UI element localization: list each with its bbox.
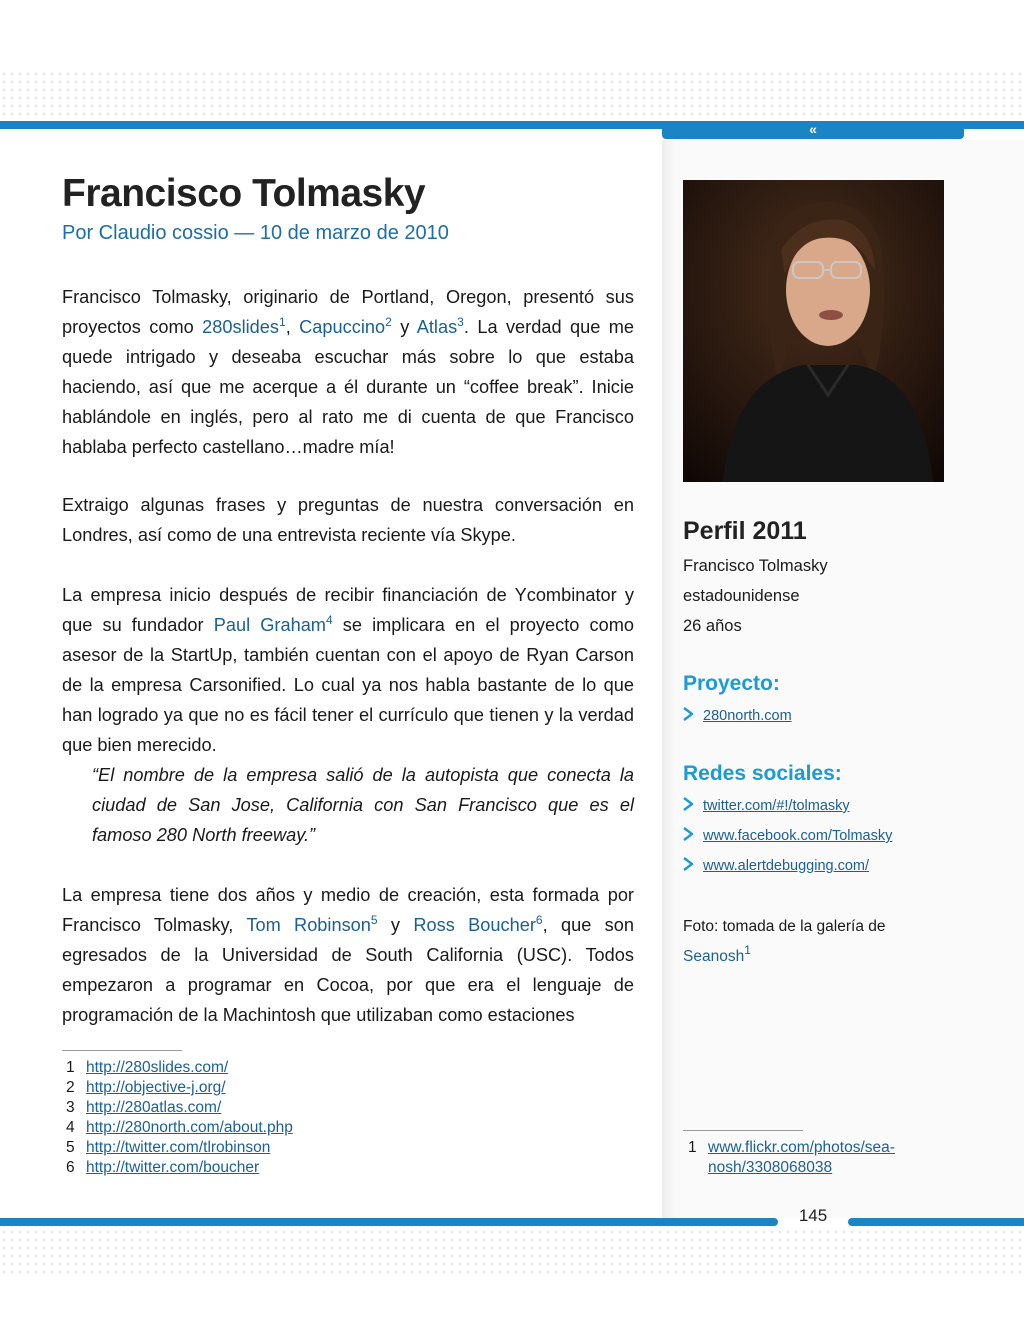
link-ross-boucher[interactable]: Ross Boucher <box>413 915 536 935</box>
link-atlas[interactable]: Atlas <box>416 317 458 337</box>
footnote-ref: 2 <box>385 315 392 329</box>
footnote-link[interactable]: http://twitter.com/boucher <box>86 1159 260 1176</box>
footnote-ref: 6 <box>535 913 543 927</box>
link-280slides[interactable]: 280slides <box>202 317 280 337</box>
footnote-link[interactable]: http://280slides.com/ <box>86 1059 229 1076</box>
footnote-divider <box>62 1050 182 1051</box>
social-link-blog[interactable]: www.alertdebugging.com/ <box>703 858 870 874</box>
footnote-spacer <box>688 1158 708 1178</box>
article-title: Francisco Tolmasky <box>62 172 426 215</box>
profile-heading: Perfil 2011 <box>683 517 807 545</box>
text-run: y <box>391 317 417 337</box>
photo-credit: Foto: tomada de la galería de <box>683 918 886 935</box>
project-link[interactable]: 280north.com <box>703 708 792 724</box>
profile-name: Francisco Tolmasky <box>683 557 828 575</box>
paragraph-1 <box>62 282 634 462</box>
paragraph-3 <box>62 580 634 760</box>
arrow-right-icon <box>683 707 703 725</box>
pull-quote: “El nombre de la empresa salió de la autopista que conecta la ciudad de San Jose, California con San Francisco que es el famoso 280 North freeway.” <box>92 765 634 845</box>
paragraph-2 <box>62 490 634 550</box>
footnote-link[interactable]: http://twitter.com/tlrobinson <box>86 1139 271 1156</box>
paragraph-4 <box>62 880 634 1030</box>
text-run: , <box>285 317 300 337</box>
header-tab <box>662 121 964 139</box>
footer-bar-right <box>848 1218 1024 1226</box>
footnote-number: 1 <box>688 1139 697 1156</box>
social-heading: Redes sociales: <box>683 762 842 785</box>
footnote-item <box>66 1158 293 1178</box>
portrait-illustration <box>683 180 944 482</box>
footnote-link[interactable]: http://280atlas.com/ <box>86 1099 222 1116</box>
text-run: La empresa inicio después de recibir financiación de Ycombinator y que su fundador <box>62 585 634 635</box>
bottom-dot-texture <box>0 1228 1024 1278</box>
social-link-twitter[interactable]: twitter.com/#!/tolmasky <box>703 798 850 814</box>
sidebar-footnote <box>688 1138 895 1178</box>
link-tom-robinson[interactable]: Tom Robinson <box>246 915 371 935</box>
photo-credit-source <box>683 942 751 972</box>
social-link-facebook[interactable]: www.facebook.com/Tolmasky <box>703 828 893 844</box>
profile-nationality: estadounidense <box>683 587 800 605</box>
footnote-number: 2 <box>66 1079 75 1096</box>
footnote-item <box>688 1138 895 1158</box>
footnote-link[interactable]: http://objective-j.org/ <box>86 1079 226 1096</box>
footnote-item <box>66 1098 293 1118</box>
social-item-facebook <box>683 827 892 845</box>
text-run: , que son egresados de la Universidad de South California (USC). Todos empezaron a programar en Cocoa, por que era el lenguaje de programación de la Machintosh que utilizaban como estaciones <box>62 915 634 1025</box>
article-byline: Por Claudio cossio — 10 de marzo de 2010 <box>62 222 449 244</box>
footnote-item <box>66 1058 293 1078</box>
link-capuccino[interactable]: Capuccino <box>299 317 386 337</box>
footnote-number: 6 <box>66 1159 75 1176</box>
footnote-link[interactable]: http://280north.com/about.php <box>86 1119 293 1136</box>
profile-photo <box>683 180 944 482</box>
footnote-item <box>66 1138 293 1158</box>
social-item-blog <box>683 857 869 875</box>
top-dot-texture <box>0 70 1024 120</box>
footnote-ref: 1 <box>279 315 286 329</box>
footer-bar-left <box>0 1218 778 1226</box>
footnote-ref: 5 <box>370 913 378 927</box>
social-item-twitter <box>683 797 850 815</box>
photo-credit-link[interactable]: Seanosh <box>683 948 745 965</box>
footnote-item <box>688 1158 895 1178</box>
arrow-right-icon <box>683 827 703 845</box>
footnote-ref: 3 <box>457 315 464 329</box>
footnote-link[interactable]: www.flickr.com/photos/sea- <box>708 1139 895 1156</box>
text-run: se implicara en el proyecto como asesor de la StartUp, también cuentan con el apoyo de Ryan Carson de la empresa Carsonified. Lo cual ya nos habla bastante de lo que han logrado ya que no es fácil tener el currículo que tienen y la verdad que bien merecido. <box>62 615 634 755</box>
sidebar-footnote-divider <box>683 1130 803 1131</box>
footnote-item <box>66 1118 293 1138</box>
arrow-right-icon <box>683 857 703 875</box>
text-run: . La verdad que me quede intrigado y deseaba escuchar más sobre lo que estaba haciendo, así que me acerque a él durante un “coffee break”. Inicie hablándole en inglés, pero al rato me di cuenta de que Francisco hablaba perfecto castellano…madre mía! <box>62 317 635 457</box>
double-chevron-left-icon: « <box>809 121 817 137</box>
paragraph-2-text: Extraigo algunas frases y preguntas de nuestra conversación en Londres, así como de una entrevista reciente vía Skype. <box>62 495 634 545</box>
text-run: Francisco Tolmasky, originario de Portland, Oregon, presentó sus proyectos como <box>62 287 634 337</box>
arrow-right-icon <box>683 797 703 815</box>
link-paul-graham[interactable]: Paul Graham <box>213 615 326 635</box>
text-run: y <box>377 915 414 935</box>
footnote-item <box>66 1078 293 1098</box>
footnote-number: 4 <box>66 1119 75 1136</box>
footnote-link[interactable]: nosh/3308068038 <box>708 1159 833 1176</box>
footnote-number: 1 <box>66 1059 75 1076</box>
profile-age: 26 años <box>683 617 742 635</box>
footnote-list <box>66 1058 293 1178</box>
project-heading: Proyecto: <box>683 672 780 695</box>
project-item <box>683 707 792 725</box>
footnote-ref: 1 <box>744 943 751 957</box>
footnote-number: 3 <box>66 1099 75 1116</box>
text-run: La empresa tiene dos años y medio de creación, esta formada por Francisco Tolmasky, <box>62 885 634 935</box>
footnote-number: 5 <box>66 1139 75 1156</box>
page-number: 145 <box>798 1206 828 1225</box>
footnote-ref: 4 <box>325 613 333 627</box>
